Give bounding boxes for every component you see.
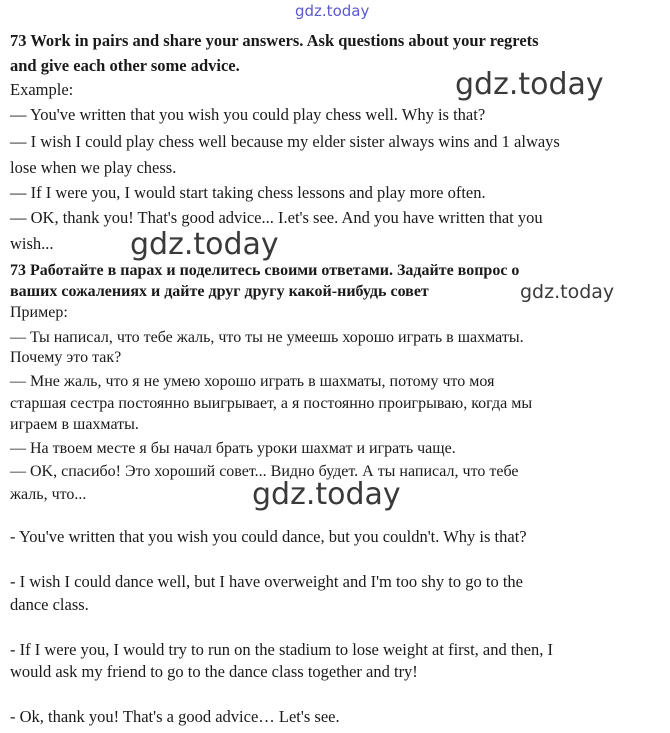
example-label: Example: [10,80,74,99]
ru-example-line: Почему это так? [10,349,122,366]
ru-example-line: старшая сестра постоянно выигрывает, а я постоянно проигрываю, когда мы [10,395,533,412]
task-heading-line-2: and give each other some advice. [10,56,240,75]
answer-line: - I wish I could dance well, but I have overweight and I'm too shy to go to the [10,572,523,591]
watermark: gdz.today [520,281,615,303]
watermark: gdz.today [252,477,401,512]
example-line: — If I were you, I would start taking chess lessons and play more often. [10,183,486,202]
ru-example-line: — На твоем месте я бы начал брать уроки шахмат и играть чаще. [10,440,456,457]
ru-example-line: играем в шахматы. [10,416,139,433]
answer-line: would ask my friend to go to the dance class together and try! [10,662,418,681]
ru-example-line: — Ты написал, что тебе жаль, что ты не умеешь хорошо играть в шахматы. [10,329,524,346]
answer-line: dance class. [10,595,89,614]
ru-heading-line-1: 73 Работайте в парах и поделитесь своими ответами. Задайте вопрос о [10,262,520,279]
answer-line: - If I were you, I would try to run on the stadium to lose weight at first, and then, I [10,640,554,659]
ru-heading-line-2: ваших сожалениях и дайте друг другу какой-нибудь совет [10,283,429,300]
watermark: gdz.today [455,67,604,102]
ru-example-line: жаль, что... [10,486,87,503]
watermark-top: gdz.today [295,2,370,20]
answer-line: - Ok, thank you! That's a good advice… Let's see. [10,707,340,726]
example-line: lose when we play chess. [10,158,177,177]
answer-line: - You've written that you wish you could dance, but you couldn't. Why is that? [10,527,527,546]
example-line: wish... [10,234,54,253]
ru-example-line: — Мне жаль, что я не умею хорошо играть в шахматы, потому что моя [10,373,495,390]
ru-example-line: — OK, спасибо! Это хороший совет... Видно будет. А ты написал, что тебе [10,463,519,480]
watermark: gdz.today [130,227,279,262]
example-line: — I wish I could play chess well because my elder sister always wins and 1 always [10,132,560,151]
ru-example-label: Пример: [10,304,68,321]
example-line: — OK, thank you! That's good advice... I.et's see. And you have written that you [10,208,543,227]
task-heading-line-1: 73 Work in pairs and share your answers. Ask questions about your regrets [10,31,539,50]
example-line: — You've written that you wish you could play chess well. Why is that? [10,105,486,124]
